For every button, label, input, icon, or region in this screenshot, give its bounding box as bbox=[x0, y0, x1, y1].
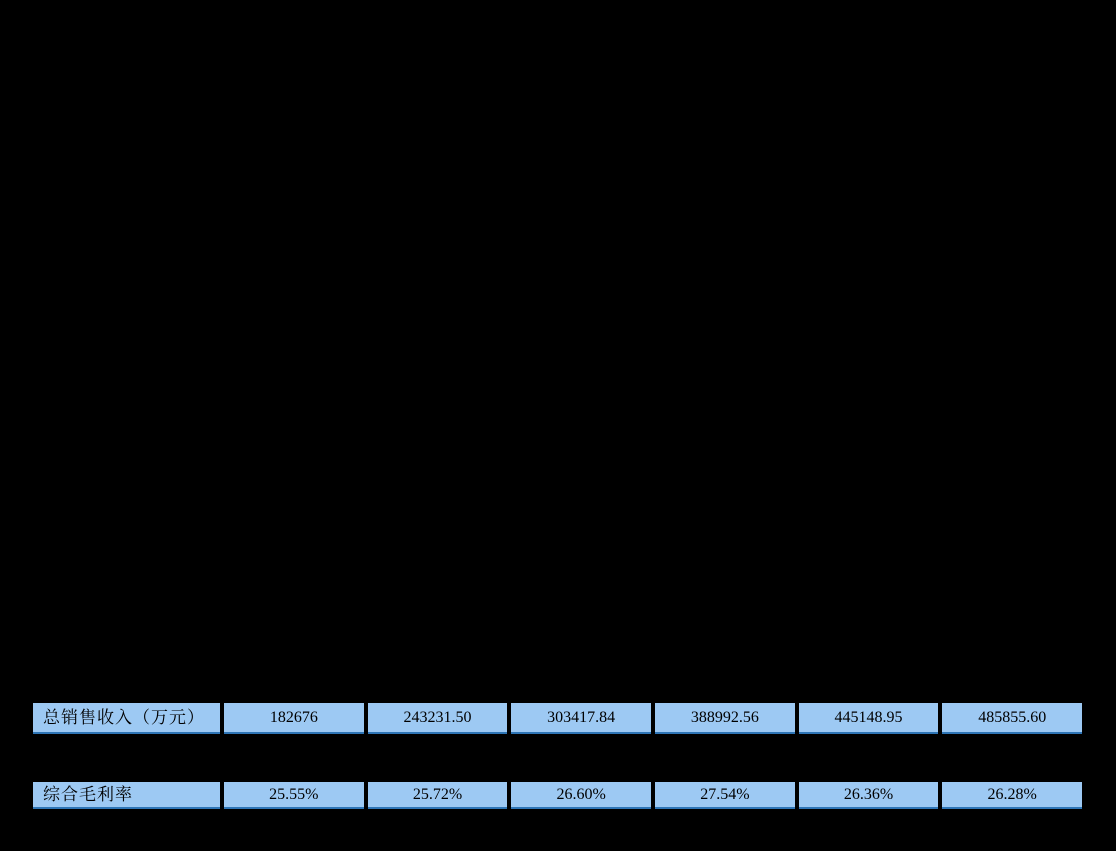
table-cell-margin-5: 26.36% bbox=[799, 782, 939, 809]
table-cell-revenue-3: 303417.84 bbox=[511, 703, 651, 734]
table-cell-margin-2: 25.72% bbox=[368, 782, 508, 809]
table-cell-revenue-4: 388992.56 bbox=[655, 703, 795, 734]
row-label-gross-margin: 综合毛利率 bbox=[33, 782, 220, 809]
table-row-total-sales-revenue bbox=[33, 703, 1082, 734]
table-cell-margin-1: 25.55% bbox=[224, 782, 364, 809]
table-cell-margin-4: 27.54% bbox=[655, 782, 795, 809]
table-cell-revenue-6: 485855.60 bbox=[942, 703, 1082, 734]
table-cell-revenue-5: 445148.95 bbox=[799, 703, 939, 734]
table-cell-revenue-1: 182676 bbox=[224, 703, 364, 734]
table-cell-margin-6: 26.28% bbox=[942, 782, 1082, 809]
table-cell-revenue-2: 243231.50 bbox=[368, 703, 508, 734]
row-label-total-sales-revenue: 总销售收入（万元） bbox=[33, 703, 220, 734]
table-row-gross-margin bbox=[33, 782, 1082, 809]
table-cell-margin-3: 26.60% bbox=[511, 782, 651, 809]
